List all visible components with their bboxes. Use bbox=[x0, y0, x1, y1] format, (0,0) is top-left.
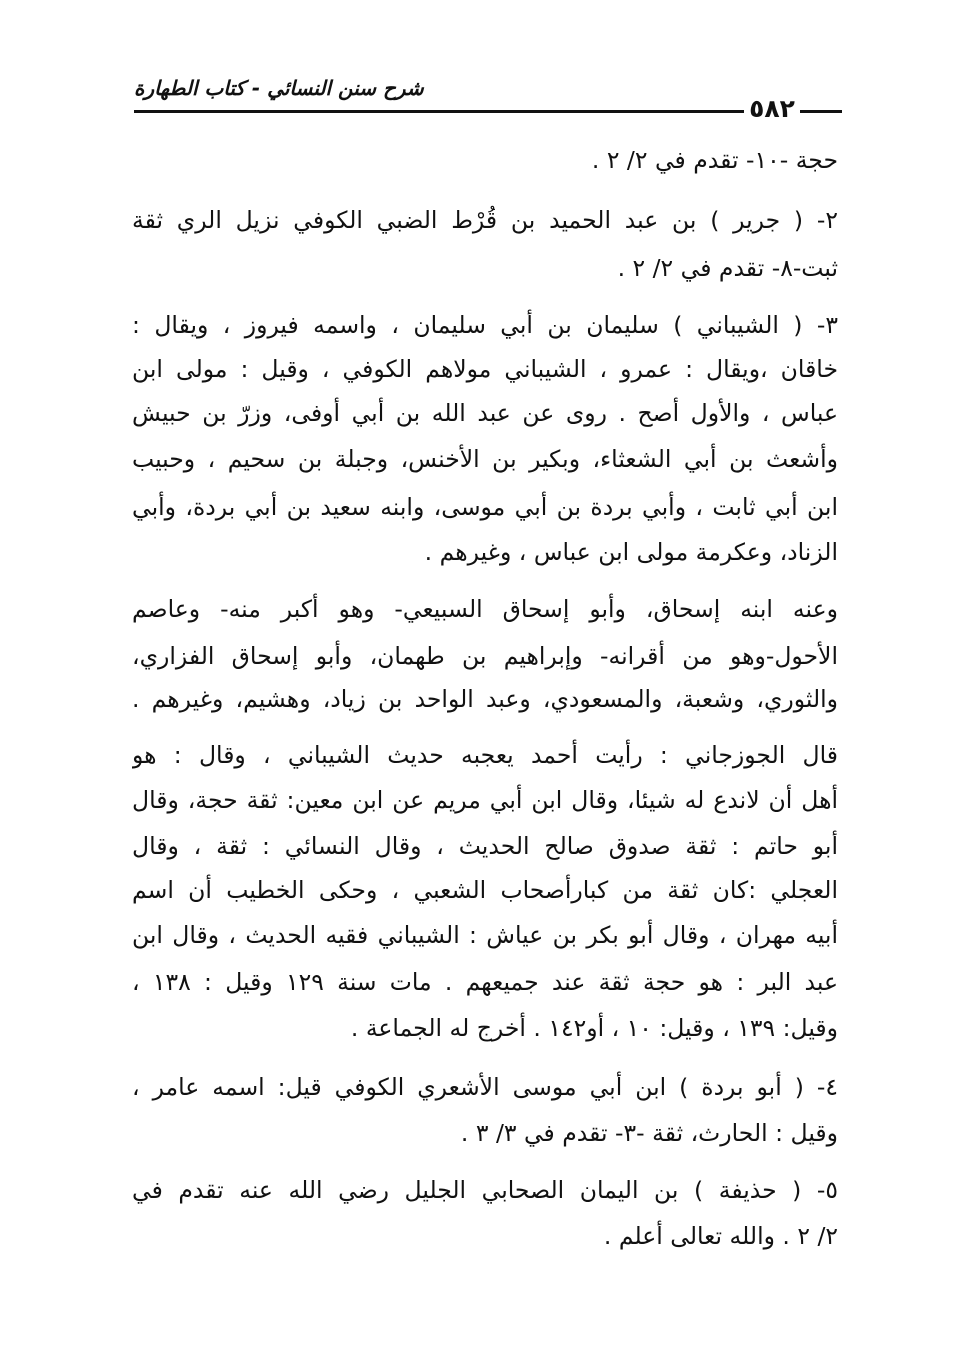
text-line: ثبت-٨- تقدم في ٢/ ٢ . bbox=[617, 254, 838, 282]
text-line: الزناد، وعكرمة مولى ابن عباس ، وغيرهم . bbox=[424, 538, 838, 566]
running-title: شرح سنن النسائي - كتاب الطهارة bbox=[134, 76, 424, 100]
page-number-rule bbox=[800, 110, 842, 113]
text-line: حجة -١٠- تقدم في ٢/ ٢ . bbox=[591, 146, 838, 174]
text-line: العجلي :كان ثقة من كبارأصحاب الشعبي ، وحكى الخطيب أن اسم bbox=[132, 876, 838, 904]
text-line: وقيل : الحارث، ثقة -٣- تقدم في ٣/ ٣ . bbox=[460, 1119, 838, 1147]
text-line: ابن أبي ثابت ، وأبي بردة بن أبي موسى، وابنه سعيد بن أبي بردة، وأبي bbox=[132, 493, 838, 521]
text-line: أهل أن لاندع له شيئا، وقال ابن أبي مريم عن ابن معين: ثقة حجة، وقال bbox=[132, 786, 838, 814]
text-line: عبد البر : هو حجة ثقة عند جميعهم . مات سنة ١٢٩ وقيل : ١٣٨ ، bbox=[132, 968, 838, 996]
text-line: ٤- ( أبو بردة ) ابن أبي موسى الأشعري الكوفي قيل: اسمه عامر ، bbox=[132, 1073, 838, 1101]
text-line: قال الجوزجاني : رأيت أحمد يعجبه حديث الشيباني ، وقال : هو bbox=[132, 741, 838, 769]
text-line: ٢- ( جرير ) بن عبد الحميد بن قُرْط الضبي الكوفي نزيل الري ثقة bbox=[132, 206, 838, 234]
text-line: وعنه ابنه إسحاق، وأبو إسحاق السبيعي- وهو أكبر منه- وعاصم bbox=[132, 595, 838, 623]
text-line: وقيل: ١٣٩ ، وقيل: ١٠ ، أو١٤٢ . أخرج له الجماعة . bbox=[350, 1014, 838, 1042]
text-line: ٥- ( حذيفة ) بن اليمان الصحابي الجليل رضي الله عنه تقدم في bbox=[132, 1176, 838, 1204]
text-line: الأحول-وهو من أقرانه- وإبراهيم بن طهمان، وأبو إسحاق الفزاري، bbox=[132, 642, 838, 670]
text-line: أبو حاتم : ثقة صدوق صالح الحديث ، وقال النسائي : ثقة ، وقال bbox=[132, 832, 838, 860]
text-line: وأشعث بن أبي الشعثاء، وبكير بن الأخنس، وجبلة بن سحيم ، وحبيب bbox=[132, 445, 838, 473]
text-line: ٣- ( الشيباني ) سليمان بن أبي سليمان ، واسمه فيروز ، ويقال : bbox=[132, 311, 838, 339]
text-line: أبيه مهران ، وقال أبو بكر بن عياش : الشيباني فقيه الحديث ، وقال ابن bbox=[132, 921, 838, 949]
text-line: ٢/ ٢ . والله تعالى أعلم . bbox=[603, 1222, 838, 1250]
text-line: والثوري، وشعبة، والمسعودي، وعبد الواحد بن زياد، وهشيم، وغيرهم . bbox=[132, 685, 838, 713]
text-line: عباس ، والأول أصح . روى عن عبد الله بن أبي أوفى، وزرّ بن حبيش bbox=[132, 399, 838, 427]
page-number: ٥٨٢ bbox=[749, 94, 795, 123]
header-rule bbox=[134, 110, 744, 113]
text-line: خاقان ،ويقال : عمرو ، الشيباني مولاهم الكوفي ، وقيل : مولى ابن bbox=[132, 355, 838, 383]
